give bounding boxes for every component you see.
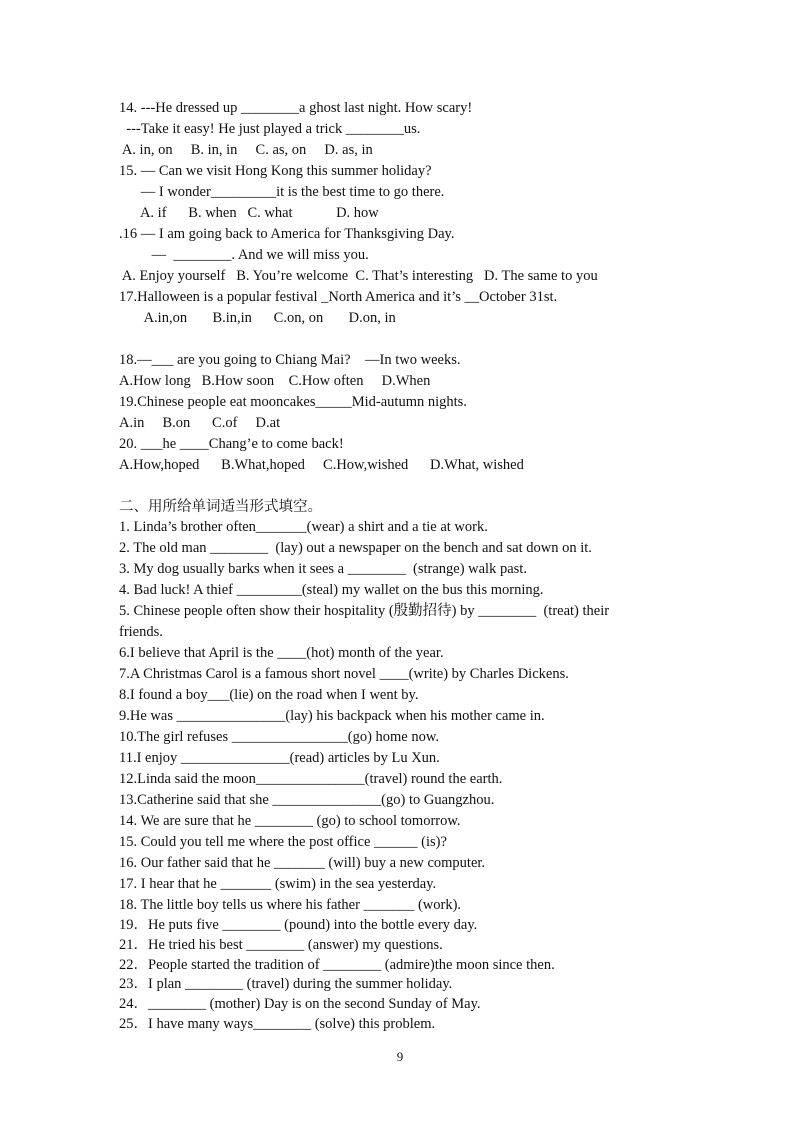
q14-line: 14. ---He dressed up ________a ghost last night. How scary! — [119, 100, 473, 116]
fill-item-21: 21．He tried his best ________ (answer) my questions. — [119, 937, 443, 953]
q19-options: A.in B.on C.of D.at — [119, 415, 281, 431]
fill-item-10: 10.The girl refuses ________________(go) home now. — [119, 729, 440, 745]
fill-item-19: 19．He puts five ________ (pound) into the bottle every day. — [119, 917, 478, 933]
fill-item-1: 1. Linda’s brother often_______(wear) a shirt and a tie at work. — [119, 519, 488, 535]
fill-item-7: 7.A Christmas Carol is a famous short novel ____(write) by Charles Dickens. — [119, 666, 569, 682]
fill-item-5-cont: friends. — [119, 624, 163, 640]
q14-options: A. in, on B. in, in C. as, on D. as, in — [119, 142, 373, 158]
fill-item-25: 25．I have many ways________ (solve) this problem. — [119, 1016, 436, 1032]
fill-item-24: 24．________ (mother) Day is on the second Sunday of May. — [119, 996, 481, 1012]
fill-item-12: 12.Linda said the moon_______________(travel) round the earth. — [119, 771, 503, 787]
fill-item-16: 16. Our father said that he _______ (will) buy a new computer. — [119, 855, 486, 871]
q20-line: 20. ___he ____Chang’e to come back! — [119, 436, 344, 452]
page-number: 9 — [396, 1049, 404, 1064]
q20-options: A.How,hoped B.What,hoped C.How,wished D.What, wished — [119, 457, 524, 473]
fill-item-4: 4. Bad luck! A thief _________(steal) my wallet on the bus this morning. — [119, 582, 544, 598]
fill-item-5: 5. Chinese people often show their hospitality (殷勤招待) by ________ (treat) their — [119, 603, 610, 619]
fill-item-3: 3. My dog usually barks when it sees a ________ (strange) walk past. — [119, 561, 527, 577]
q19-line: 19.Chinese people eat mooncakes_____Mid-autumn nights. — [119, 394, 467, 410]
q16-line: .16 — I am going back to America for Thanksgiving Day. — [119, 226, 455, 242]
fill-item-17: 17. I hear that he _______ (swim) in the sea yesterday. — [119, 876, 437, 892]
section2-heading: 二、用所给单词适当形式填空。 — [119, 499, 322, 515]
fill-item-2: 2. The old man ________ (lay) out a newspaper on the bench and sat down on it. — [119, 540, 592, 556]
fill-item-6: 6.I believe that April is the ____(hot) month of the year. — [119, 645, 444, 661]
q16-reply-line: — ________. And we will miss you. — [119, 247, 369, 263]
fill-item-11: 11.I enjoy _______________(read) articles by Lu Xun. — [119, 750, 440, 766]
q17-options: A.in,on B.in,in C.on, on D.on, in — [119, 310, 396, 326]
q15-reply-line: — I wonder_________it is the best time to go there. — [119, 184, 445, 200]
fill-item-14: 14. We are sure that he ________ (go) to school tomorrow. — [119, 813, 461, 829]
fill-item-8: 8.I found a boy___(lie) on the road when I went by. — [119, 687, 419, 703]
fill-item-18: 18. The little boy tells us where his father _______ (work). — [119, 897, 462, 913]
q16-options: A. Enjoy yourself B. You’re welcome C. That’s interesting D. The same to you — [119, 268, 598, 284]
fill-item-13: 13.Catherine said that she _______________(go) to Guangzhou. — [119, 792, 495, 808]
fill-item-9: 9.He was _______________(lay) his backpack when his mother came in. — [119, 708, 545, 724]
q15-options: A. if B. when C. what D. how — [119, 205, 379, 221]
q17-line: 17.Halloween is a popular festival _North America and it’s __October 31st. — [119, 289, 558, 305]
q18-line: 18.—___ are you going to Chiang Mai? —In two weeks. — [119, 352, 461, 368]
q14-reply-line: ---Take it easy! He just played a trick ________us. — [119, 121, 421, 137]
q15-line: 15. — Can we visit Hong Kong this summer holiday? — [119, 163, 432, 179]
fill-item-23: 23．I plan ________ (travel) during the summer holiday. — [119, 976, 453, 992]
fill-item-22: 22．People started the tradition of ________ (admire)the moon since then. — [119, 957, 555, 973]
fill-item-15: 15. Could you tell me where the post office ______ (is)? — [119, 834, 447, 850]
q18-options: A.How long B.How soon C.How often D.When — [119, 373, 431, 389]
